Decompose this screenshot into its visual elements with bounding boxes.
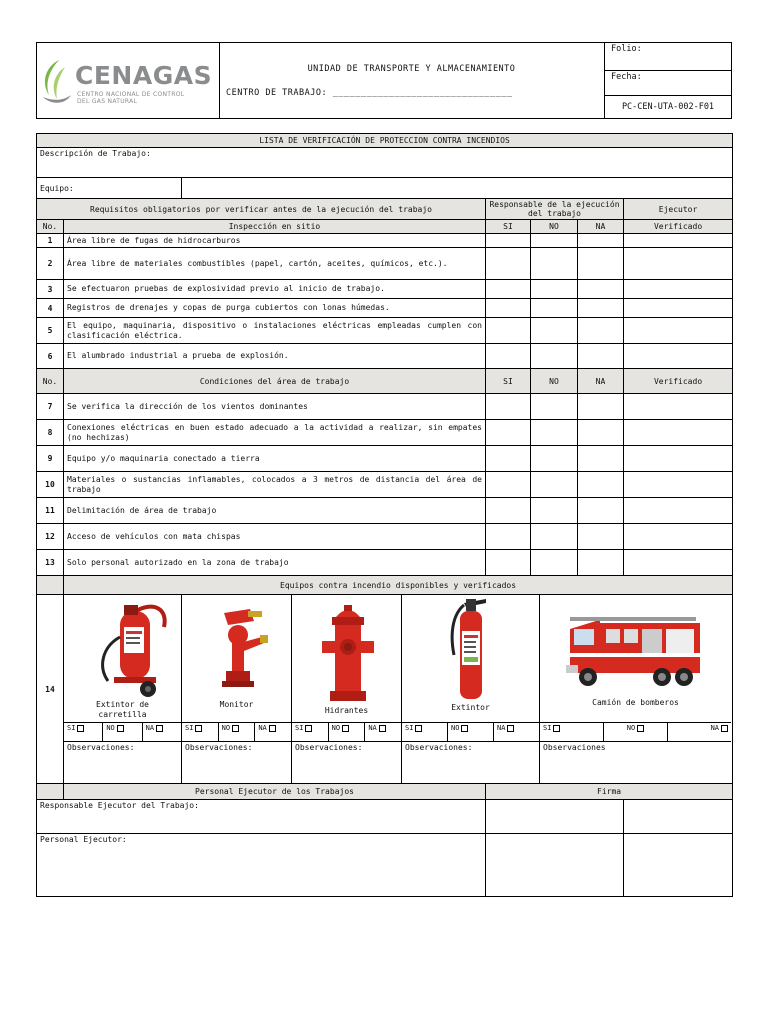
checkbox-icon[interactable]	[461, 725, 468, 732]
equipment-name: Hidrantes	[324, 706, 369, 715]
condition-text: Solo personal autorizado en la zona de trabajo	[64, 550, 486, 576]
inspection-si-cell[interactable]	[486, 299, 531, 318]
responsible-header: Responsable de la ejecución del trabajo	[486, 199, 624, 220]
personnel-spacer	[37, 784, 64, 800]
condition-number: 13	[37, 550, 64, 576]
condition-row	[37, 394, 733, 420]
signature-field-1[interactable]	[486, 800, 624, 834]
condition-no-cell[interactable]	[531, 446, 578, 472]
equipment-no-label: NO	[451, 724, 460, 732]
condition-number: 10	[37, 472, 64, 498]
condition-si-cell[interactable]	[486, 472, 531, 498]
equipment-label: Equipo:	[40, 183, 74, 193]
equipment-cell	[540, 595, 731, 783]
condition-verified-cell[interactable]	[624, 420, 733, 446]
equipment-na-check[interactable]	[494, 723, 539, 741]
checkbox-icon[interactable]	[77, 725, 84, 732]
condition-si-cell[interactable]	[486, 550, 531, 576]
personnel-executor-label: Personal Ejecutor:	[40, 835, 127, 844]
fire-extinguisher-icon	[442, 595, 502, 705]
equipment-cell	[182, 595, 292, 783]
condition-si-cell[interactable]	[486, 524, 531, 550]
equipment-no-label: NO	[221, 724, 231, 732]
inspection-na-cell[interactable]	[578, 248, 624, 280]
folio-field[interactable]: Folio:	[605, 43, 731, 71]
equipment-name: Extintor de carretilla	[96, 700, 149, 719]
condition-no-cell[interactable]	[531, 524, 578, 550]
equipment-na-label: NA	[368, 724, 377, 732]
condition-si-cell[interactable]	[486, 446, 531, 472]
work-center-label: CENTRO DE TRABAJO:	[226, 88, 328, 98]
equipment-name: Monitor	[219, 700, 254, 709]
equipment-si-check[interactable]	[540, 723, 604, 741]
form-title: LISTA DE VERIFICACIÓN DE PROTECCION CONTRA INCENDIOS	[37, 134, 733, 148]
inspection-row	[37, 248, 733, 280]
inspection-row	[37, 299, 733, 318]
inspection-text: Área libre de materiales combustibles (papel, cartón, aceites, químicos, etc.).	[64, 248, 486, 280]
inspection-row	[37, 318, 733, 344]
condition-na-cell[interactable]	[578, 472, 624, 498]
form-header	[36, 42, 732, 119]
inspection-verified-cell[interactable]	[624, 234, 733, 248]
fecha-field[interactable]: Fecha:	[605, 71, 731, 96]
equipment-cell	[292, 595, 402, 783]
description-label: Descripción de Trabajo:	[40, 149, 151, 158]
inspection-row	[37, 280, 733, 299]
equipment-no-check[interactable]	[448, 723, 494, 741]
equipment-no-check[interactable]	[604, 723, 668, 741]
equipment-check-row	[64, 722, 181, 742]
checkbox-icon[interactable]	[232, 725, 239, 732]
inspection-number: 3	[37, 280, 64, 299]
signature-field-2[interactable]	[486, 834, 624, 897]
equipment-label-cell	[37, 178, 182, 199]
condition-na-cell[interactable]	[578, 498, 624, 524]
condition-text: Equipo y/o maquinaria conectado a tierra	[64, 446, 486, 472]
inspection-verified-cell[interactable]	[624, 280, 733, 299]
personnel-executor-field[interactable]	[37, 834, 486, 897]
equipment-field[interactable]	[182, 178, 733, 199]
inspection-no-cell[interactable]	[531, 344, 578, 369]
equipment-si-label: SI	[295, 724, 304, 732]
verified-header-2: Verificado	[624, 369, 733, 394]
equipment-si-check[interactable]	[402, 723, 448, 741]
unit-title: UNIDAD DE TRANSPORTE Y ALMACENAMIENTO	[307, 64, 516, 74]
checklist-table	[36, 133, 733, 897]
checkbox-icon[interactable]	[156, 725, 163, 732]
inspection-text: Se efectuaron pruebas de explosividad previo al inicio de trabajo.	[64, 280, 486, 299]
cenagas-logo-icon	[39, 57, 75, 107]
condition-na-cell[interactable]	[578, 550, 624, 576]
condition-no-cell[interactable]	[531, 394, 578, 420]
condition-na-cell[interactable]	[578, 524, 624, 550]
inspection-row	[37, 234, 733, 248]
no-col-header: NO	[531, 220, 578, 234]
inspection-si-cell[interactable]	[486, 280, 531, 299]
condition-text: Se verifica la dirección de los vientos dominantes	[64, 394, 486, 420]
na-header: NA	[578, 220, 624, 234]
inspection-text: El equipo, maquinaria, dispositivo o instalaciones eléctricas empleadas cumplen con clasificación eléctrica.	[64, 318, 486, 344]
inspection-na-cell[interactable]	[578, 299, 624, 318]
inspection-verified-cell[interactable]	[624, 344, 733, 369]
conditions-header: Condiciones del área de trabajo	[64, 369, 486, 394]
condition-number: 11	[37, 498, 64, 524]
condition-row	[37, 446, 733, 472]
checkbox-icon[interactable]	[195, 725, 202, 732]
executor-header: Ejecutor	[624, 199, 733, 220]
equipment-si-check[interactable]	[182, 723, 219, 741]
condition-row	[37, 524, 733, 550]
title-cell	[219, 43, 605, 118]
observations-field[interactable]: Observaciones:	[185, 743, 253, 752]
inspection-si-cell[interactable]	[486, 344, 531, 369]
na-header-2: NA	[578, 369, 624, 394]
inspection-header: Inspección en sitio	[64, 220, 486, 234]
condition-verified-cell[interactable]	[624, 498, 733, 524]
observations-field[interactable]: Observaciones:	[67, 743, 135, 752]
inspection-na-cell[interactable]	[578, 344, 624, 369]
document-code: PC-CEN-UTA-002-F01	[621, 102, 715, 112]
signature-field-2b[interactable]	[624, 834, 733, 897]
equipment-si-label: SI	[67, 724, 76, 732]
condition-no-cell[interactable]	[531, 550, 578, 576]
verified-header: Verificado	[624, 220, 733, 234]
equipment-na-label: NA	[258, 724, 267, 732]
wheeled-extinguisher-icon	[94, 597, 174, 701]
checkbox-icon[interactable]	[379, 725, 386, 732]
inspection-number: 1	[37, 234, 64, 248]
condition-row	[37, 472, 733, 498]
observations-field[interactable]: Observaciones:	[405, 743, 473, 752]
equipment-na-label: NA	[710, 724, 719, 732]
checkbox-icon[interactable]	[117, 725, 124, 732]
condition-no-cell[interactable]	[531, 472, 578, 498]
meta-cell	[605, 43, 731, 118]
equipment-si-check[interactable]	[64, 723, 103, 741]
inspection-no-cell[interactable]	[531, 280, 578, 299]
condition-verified-cell[interactable]	[624, 394, 733, 420]
equipment-na-label: NA	[497, 724, 506, 732]
inspection-no-cell[interactable]	[531, 234, 578, 248]
equipment-name: Extintor	[451, 703, 490, 712]
equipment-check-row	[182, 722, 291, 742]
condition-na-cell[interactable]	[578, 420, 624, 446]
inspection-number: 4	[37, 299, 64, 318]
equipment-no-check[interactable]	[103, 723, 142, 741]
condition-verified-cell[interactable]	[624, 550, 733, 576]
inspection-si-cell[interactable]	[486, 248, 531, 280]
equipment-name: Camión de bomberos	[592, 698, 679, 707]
inspection-text: El alumbrado industrial a prueba de explosión.	[64, 344, 486, 369]
inspection-no-cell[interactable]	[531, 248, 578, 280]
inspection-number: 6	[37, 344, 64, 369]
condition-verified-cell[interactable]	[624, 472, 733, 498]
checkbox-icon[interactable]	[721, 725, 728, 732]
checkbox-icon[interactable]	[415, 725, 422, 732]
equipment-no-label: NO	[626, 724, 636, 732]
condition-verified-cell[interactable]	[624, 524, 733, 550]
condition-na-cell[interactable]	[578, 394, 624, 420]
equipment-check-row	[540, 722, 731, 742]
fire-hydrant-icon	[318, 601, 378, 711]
equipment-no-check[interactable]	[219, 723, 256, 741]
inspection-no-cell[interactable]	[531, 299, 578, 318]
condition-no-cell[interactable]	[531, 420, 578, 446]
equipment-cell	[64, 595, 182, 783]
logo-name: CENAGAS	[75, 61, 213, 90]
checkbox-icon[interactable]	[342, 725, 349, 732]
inspection-si-cell[interactable]	[486, 234, 531, 248]
requirements-header: Requisitos obligatorios por verificar antes de la ejecución del trabajo	[37, 199, 486, 220]
equipment-panel	[64, 595, 733, 784]
condition-si-cell[interactable]	[486, 394, 531, 420]
condition-row	[37, 498, 733, 524]
inspection-verified-cell[interactable]	[624, 318, 733, 344]
inspection-number: 5	[37, 318, 64, 344]
no-header-2: No.	[37, 369, 64, 394]
inspection-verified-cell[interactable]	[624, 248, 733, 280]
logo-subtitle	[77, 91, 184, 105]
signature-header: Firma	[486, 784, 733, 800]
equipment-no-check[interactable]	[329, 723, 366, 741]
condition-row	[37, 420, 733, 446]
condition-no-cell[interactable]	[531, 498, 578, 524]
equipment-si-check[interactable]	[292, 723, 329, 741]
checkbox-icon[interactable]	[553, 725, 560, 732]
inspection-na-cell[interactable]	[578, 318, 624, 344]
equipment-si-label: SI	[405, 724, 414, 732]
inspection-text: Registros de drenajes y copas de purga cubiertos con lonas húmedas.	[64, 299, 486, 318]
inspection-rows	[37, 234, 733, 369]
fire-truck-icon	[566, 613, 706, 697]
no-col-header-2: NO	[531, 369, 578, 394]
equipment-si-label: SI	[185, 724, 194, 732]
condition-text: Materiales o sustancias inflamables, colocados a 3 metros de distancia del área de trabajo	[64, 472, 486, 498]
fire-monitor-icon	[204, 599, 274, 701]
equipment-na-label: NA	[145, 724, 155, 732]
equipment-no-label: NO	[106, 724, 115, 732]
checkbox-icon[interactable]	[507, 725, 514, 732]
inspection-na-cell[interactable]	[578, 234, 624, 248]
logo-cell	[37, 43, 220, 118]
condition-row	[37, 550, 733, 576]
checkbox-icon[interactable]	[637, 725, 644, 732]
equipment-check-row	[402, 722, 539, 742]
si-header: SI	[486, 220, 531, 234]
condition-rows	[37, 394, 733, 576]
work-center	[226, 88, 513, 98]
equipment-cell	[402, 595, 540, 783]
inspection-si-cell[interactable]	[486, 318, 531, 344]
inspection-row	[37, 344, 733, 369]
inspection-text: Área libre de fugas de hidrocarburos	[64, 234, 486, 248]
si-header-2: SI	[486, 369, 531, 394]
signature-field-1b[interactable]	[624, 800, 733, 834]
logo-sub-line-2: DEL GAS NATURAL	[77, 98, 138, 105]
equipment-si-label: SI	[543, 724, 552, 732]
condition-verified-cell[interactable]	[624, 446, 733, 472]
observations-field[interactable]: Observaciones:	[295, 743, 363, 752]
equipment-no-label: NO	[331, 724, 341, 732]
checkbox-icon[interactable]	[269, 725, 276, 732]
equipment-na-check[interactable]	[668, 723, 731, 741]
condition-number: 8	[37, 420, 64, 446]
inspection-number: 2	[37, 248, 64, 280]
condition-na-cell[interactable]	[578, 446, 624, 472]
responsible-executor-label: Responsable Ejecutor del Trabajo:	[40, 801, 199, 810]
condition-text: Delimitación de área de trabajo	[64, 498, 486, 524]
responsible-executor-field[interactable]	[37, 800, 486, 834]
inspection-verified-cell[interactable]	[624, 299, 733, 318]
equipment-check-row	[292, 722, 401, 742]
equipment-na-check[interactable]	[143, 723, 181, 741]
no-header: No.	[37, 220, 64, 234]
personnel-header: Personal Ejecutor de los Trabajos	[64, 784, 486, 800]
condition-text: Conexiones eléctricas en buen estado adecuado a la actividad a realizar, sin empates (no hechizas)	[64, 420, 486, 446]
condition-number: 12	[37, 524, 64, 550]
condition-text: Acceso de vehículos con mata chispas	[64, 524, 486, 550]
equipment-na-check[interactable]	[255, 723, 291, 741]
condition-si-cell[interactable]	[486, 498, 531, 524]
condition-number: 7	[37, 394, 64, 420]
checkbox-icon[interactable]	[305, 725, 312, 732]
condition-si-cell[interactable]	[486, 420, 531, 446]
condition-number: 9	[37, 446, 64, 472]
equipment-row-number: 14	[37, 595, 64, 784]
equipment-header-spacer	[37, 576, 64, 595]
work-center-field[interactable]: ________________________________	[332, 88, 513, 98]
description-field[interactable]	[37, 148, 733, 178]
observations-field[interactable]: Observaciones	[543, 743, 606, 752]
logo-sub-line-1: CENTRO NACIONAL DE CONTROL	[77, 91, 185, 98]
equipment-header: Equipos contra incendio disponibles y verificados	[64, 576, 733, 595]
inspection-no-cell[interactable]	[531, 318, 578, 344]
inspection-na-cell[interactable]	[578, 280, 624, 299]
equipment-na-check[interactable]	[365, 723, 401, 741]
